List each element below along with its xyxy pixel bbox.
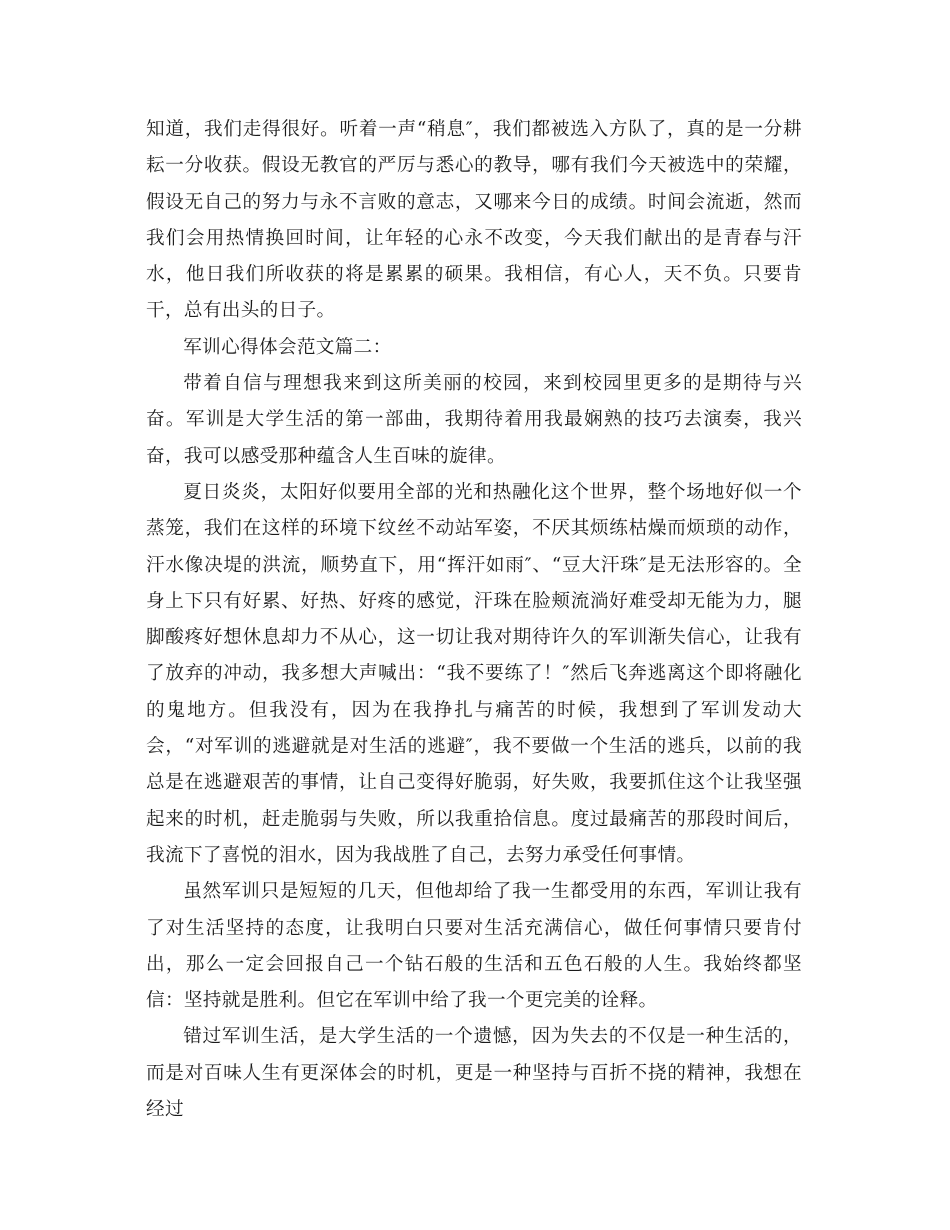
paragraph: 错过军训生活，是大学生活的一个遗憾，因为失去的不仅是一种生活的，而是对百味人生有更深体会的时机，更是一种坚持与百折不挠的精神，我想在经过	[146, 1026, 802, 1121]
paragraph: 虽然军训只是短短的几天，但他却给了我一生都受用的东西，军训让我有了对生活坚持的态度，让我明白只要对生活充满信心，做任何事情只要肯付出，那么一定会回报自己一个钻石般的生活和五色石般的人生。我始终都坚信：坚持就是胜利。但它在军训中给了我一个更完美的诠释。	[146, 881, 802, 1012]
document-body	[146, 112, 802, 1128]
paragraph: 夏日炎炎，太阳好似要用全部的光和热融化这个世界，整个场地好似一个蒸笼，我们在这样的环境下纹丝不动站军姿，不厌其烦练枯燥而烦琐的动作，汗水像决堤的洪流，顺势直下，用“挥汗如雨″、“豆大汗珠″是无法形容的。全身上下只有好累、好热、好疼的感觉，汗珠在脸颊流淌好难受却无能为力，腿脚酸疼好想休息却力不从心，这一切让我对期待许久的军训渐失信心，让我有了放弃的冲动，我多想大声喊出：“我不要练了！″然后飞奔逃离这个即将融化的鬼地方。但我没有，因为在我挣扎与痛苦的时候，我想到了军训发动大会，“对军训的逃避就是对生活的逃避″，我不要做一个生活的逃兵，以前的我总是在逃避艰苦的事情，让自己变得好脆弱，好失败，我要抓住这个让我坚强起来的时机，赶走脆弱与失败，所以我重拾信息。度过最痛苦的那段时间后，我流下了喜悦的泪水，因为我战胜了自己，去努力承受任何事情。	[146, 481, 802, 866]
paragraph-continuation: 知道，我们走得很好。听着一声“稍息″，我们都被选入方队了，真的是一分耕耘一分收获。假设无教官的严厉与悉心的教导，哪有我们今天被选中的荣耀，假设无自己的努力与永不言败的意志，又哪来今日的成绩。时间会流逝，然而我们会用热情换回时间，让年轻的心永不改变，今天我们献出的是青春与汗水，他日我们所收获的将是累累的硕果。我相信，有心人，天不负。只要肯干，总有出头的日子。	[146, 119, 802, 322]
section-heading: 军训心得体会范文篇二：	[183, 336, 392, 358]
paragraph: 带着自信与理想我来到这所美丽的校园，来到校园里更多的是期待与兴奋。军训是大学生活的第一部曲，我期待着用我最娴熟的技巧去演奏，我兴奋，我可以感受那种蕴含人生百味的旋律。	[146, 373, 802, 467]
